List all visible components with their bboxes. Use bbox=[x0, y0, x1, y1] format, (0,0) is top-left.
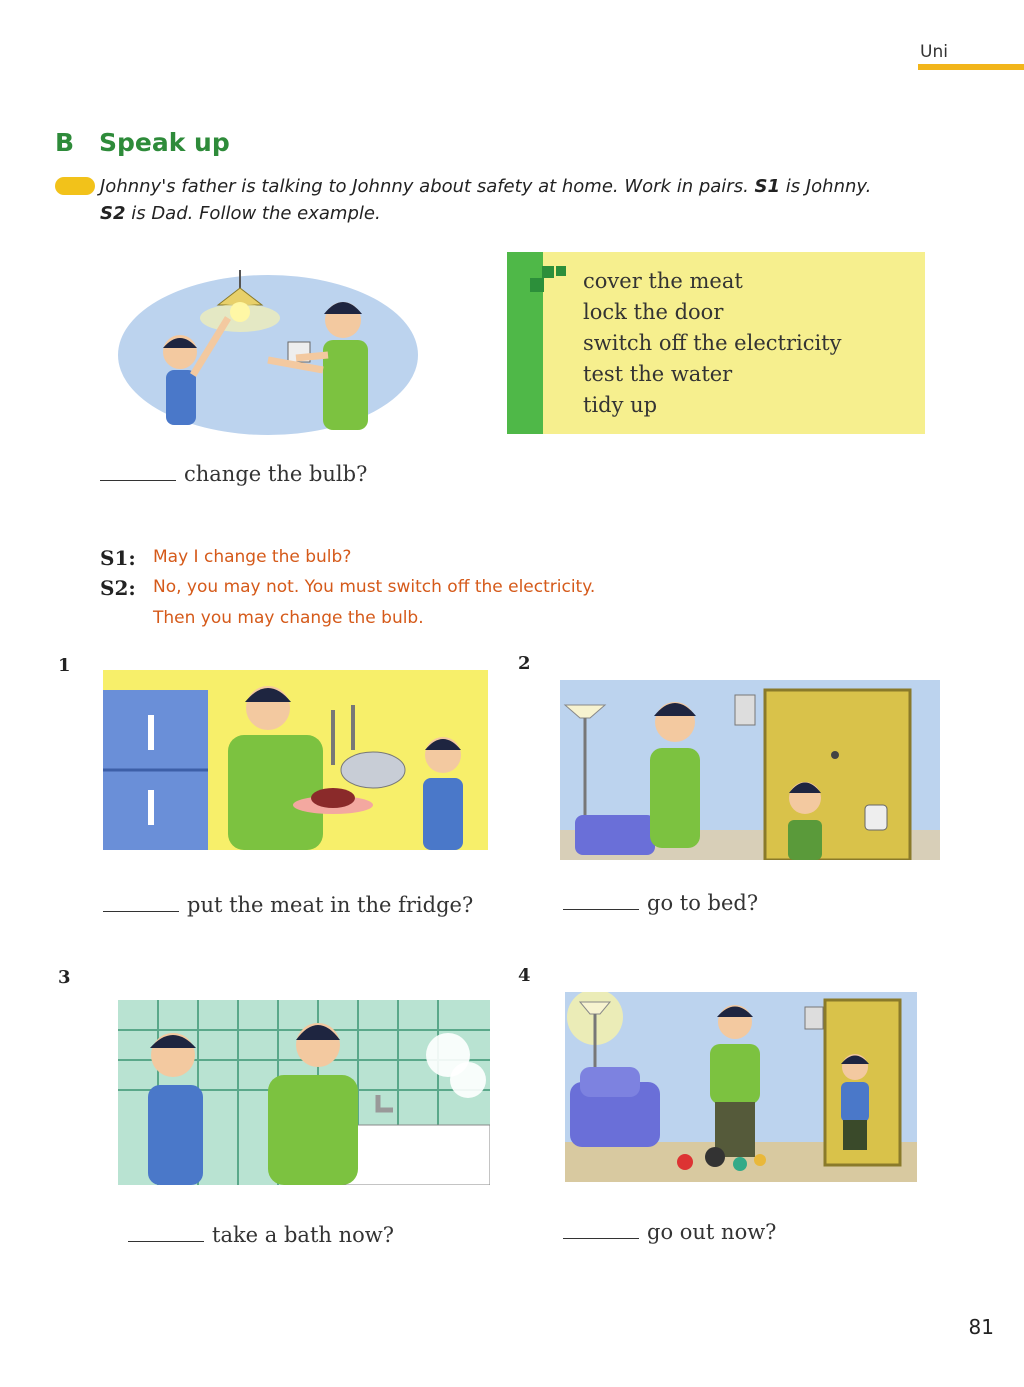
exercise-number: 3 bbox=[58, 967, 71, 988]
answer-blank bbox=[563, 909, 639, 910]
exercise-prompt-text: go to bed? bbox=[647, 891, 759, 915]
exercise-number: 2 bbox=[518, 653, 531, 674]
illustration-take-bath bbox=[118, 1000, 490, 1185]
example-prompt-text: change the bulb? bbox=[184, 462, 368, 486]
phrase-box-decoration bbox=[530, 278, 544, 292]
exercise-prompt bbox=[128, 1223, 394, 1247]
unit-accent-bar bbox=[918, 64, 1024, 70]
exercise-prompt-text: put the meat in the fridge? bbox=[187, 893, 474, 917]
section-letter: B bbox=[55, 128, 75, 157]
answer-blank bbox=[128, 1241, 204, 1242]
unit-label: Uni bbox=[920, 42, 948, 62]
phrase-item: lock the door bbox=[583, 300, 724, 324]
phrase-item: tidy up bbox=[583, 393, 658, 417]
page-number: 81 bbox=[968, 1315, 994, 1339]
answer-blank bbox=[103, 911, 179, 912]
dialogue-speaker: S2: bbox=[100, 576, 136, 600]
answer-blank bbox=[100, 480, 176, 481]
dialogue-line: Then you may change the bulb. bbox=[153, 608, 424, 628]
exercise-number: 1 bbox=[58, 655, 71, 676]
instructions-text-3: is Dad. Follow the example. bbox=[125, 203, 381, 224]
phrase-box-decoration bbox=[542, 266, 554, 278]
illustration-go-out bbox=[565, 992, 917, 1182]
illustration-go-to-bed bbox=[560, 680, 940, 860]
exercise-prompt-text: take a bath now? bbox=[212, 1223, 394, 1247]
instructions-s1: S1 bbox=[754, 176, 781, 197]
instructions-text-2: is Johnny. bbox=[780, 176, 872, 197]
instructions-s2: S2 bbox=[100, 203, 126, 224]
phrase-item: switch off the electricity bbox=[583, 331, 842, 355]
exercise-number: 4 bbox=[518, 965, 531, 986]
exercise-prompt-text: go out now? bbox=[647, 1220, 777, 1244]
answer-blank bbox=[563, 1238, 639, 1239]
instructions-text-1: Johnny's father is talking to Johnny about safety at home. Work in pairs. bbox=[100, 176, 755, 197]
phrase-item: test the water bbox=[583, 362, 733, 386]
instructions bbox=[100, 173, 900, 227]
exercise-prompt bbox=[563, 891, 758, 915]
exercise-prompt bbox=[103, 893, 473, 917]
dialogue-line: May I change the bulb? bbox=[153, 547, 352, 567]
illustration-meat-fridge bbox=[103, 670, 488, 850]
dialogue-speaker: S1: bbox=[100, 546, 136, 570]
phrase-box-decoration bbox=[556, 266, 566, 276]
exercise-prompt bbox=[563, 1220, 776, 1244]
section-title: Speak up bbox=[99, 128, 230, 157]
dialogue-line: No, you may not. You must switch off the electricity. bbox=[153, 577, 596, 597]
phrase-item: cover the meat bbox=[583, 269, 743, 293]
illustration-change-bulb bbox=[118, 270, 418, 435]
instruction-marker-icon bbox=[55, 177, 95, 195]
example-prompt bbox=[100, 462, 367, 486]
phrase-list bbox=[583, 266, 841, 421]
